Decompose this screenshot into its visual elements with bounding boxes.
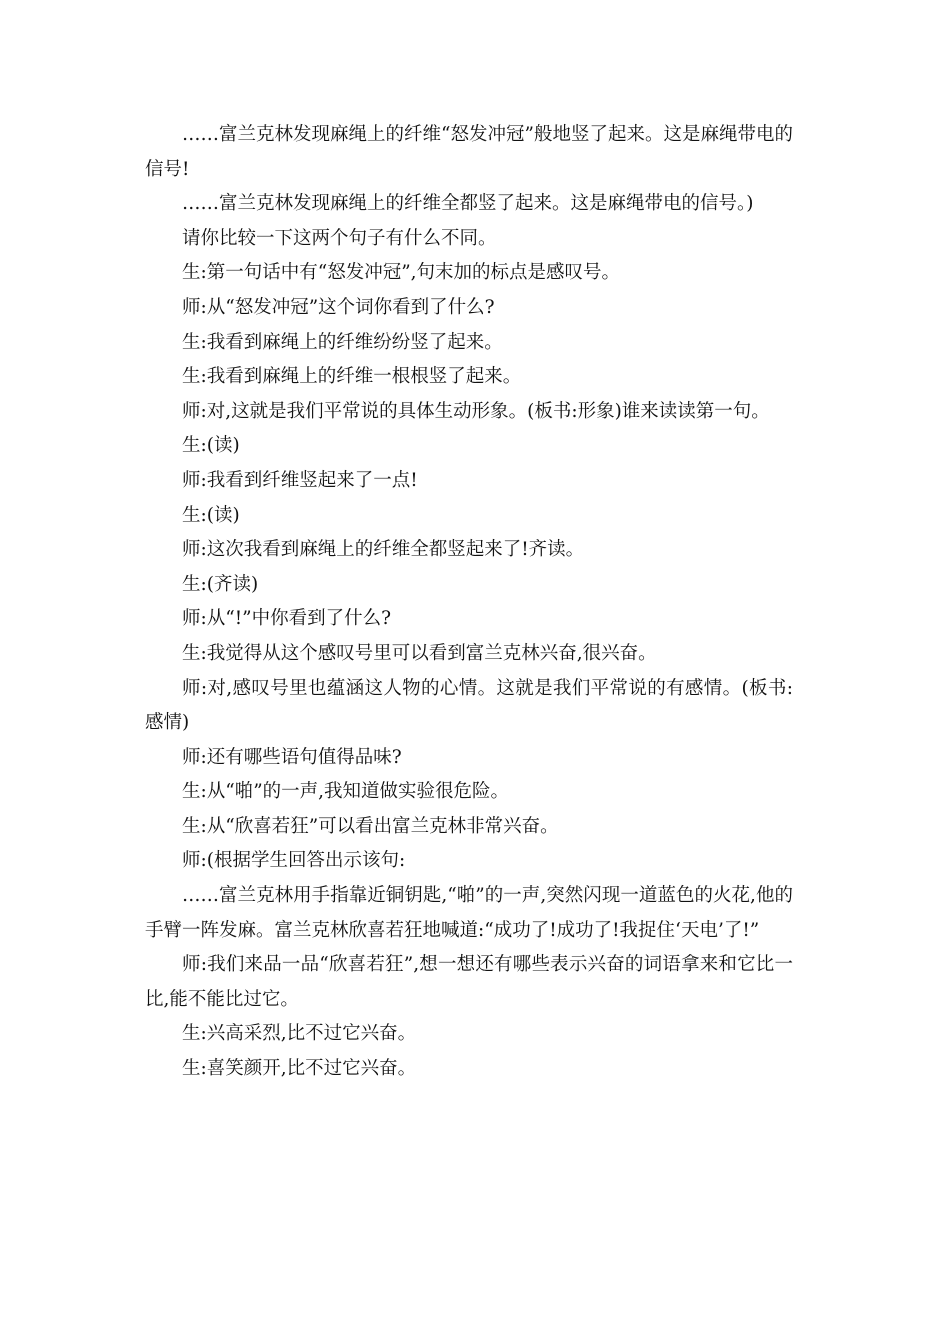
paragraph: 请你比较一下这两个句子有什么不同。 xyxy=(182,227,497,249)
paragraph: 生:第一句话中有“怒发冲冠”,句末加的标点是感叹号。 xyxy=(182,262,621,284)
paragraph: ……富兰克林发现麻绳上的纤维全都竖了起来。这是麻绳带电的信号。) xyxy=(182,193,754,215)
paragraph: 师:我看到纤维竖起来了一点! xyxy=(182,469,418,491)
paragraph: 生:(读) xyxy=(182,435,240,457)
paragraph: ……富兰克林发现麻绳上的纤维“怒发冲冠”般地竖了起来。这是麻绳带电的信号! xyxy=(145,124,793,180)
paragraph: 师:还有哪些语句值得品味? xyxy=(182,746,402,768)
paragraph: 生:(读) xyxy=(182,504,240,526)
paragraph: 生:我觉得从这个感叹号里可以看到富兰克林兴奋,很兴奋。 xyxy=(182,642,657,664)
paragraph: 师:这次我看到麻绳上的纤维全都竖起来了!齐读。 xyxy=(182,539,585,561)
paragraph: 师:对,这就是我们平常说的具体生动形象。(板书:形象)谁来读读第一句。 xyxy=(182,400,770,422)
paragraph: 师:(根据学生回答出示该句: xyxy=(182,850,406,872)
paragraph: 师:从“!”中你看到了什么? xyxy=(182,608,392,630)
paragraph: 生:从“欣喜若狂”可以看出富兰克林非常兴奋。 xyxy=(182,815,559,837)
document-body xyxy=(145,118,793,1087)
paragraph: 师:对,感叹号里也蕴涵这人物的心情。这就是我们平常说的有感情。(板书:感情) xyxy=(145,677,793,734)
paragraph: 师:我们来品一品“欣喜若狂”,想一想还有哪些表示兴奋的词语拿来和它比一比,能不能比过它。 xyxy=(145,954,793,1010)
paragraph: 生:我看到麻绳上的纤维一根根竖了起来。 xyxy=(182,366,522,388)
paragraph: ……富兰克林用手指靠近铜钥匙,“啪”的一声,突然闪现一道蓝色的火花,他的手臂一阵发麻。富兰克林欣喜若狂地喊道:“成功了!成功了!我捉住‘天电’了!” xyxy=(145,885,793,941)
paragraph: 生:兴高采烈,比不过它兴奋。 xyxy=(182,1023,417,1045)
paragraph: 生:(齐读) xyxy=(182,573,259,595)
paragraph: 生:喜笑颜开,比不过它兴奋。 xyxy=(182,1058,417,1080)
paragraph: 师:从“怒发冲冠”这个词你看到了什么? xyxy=(182,296,495,318)
paragraph: 生:我看到麻绳上的纤维纷纷竖了起来。 xyxy=(182,331,503,353)
paragraph: 生:从“啪”的一声,我知道做实验很危险。 xyxy=(182,781,510,803)
